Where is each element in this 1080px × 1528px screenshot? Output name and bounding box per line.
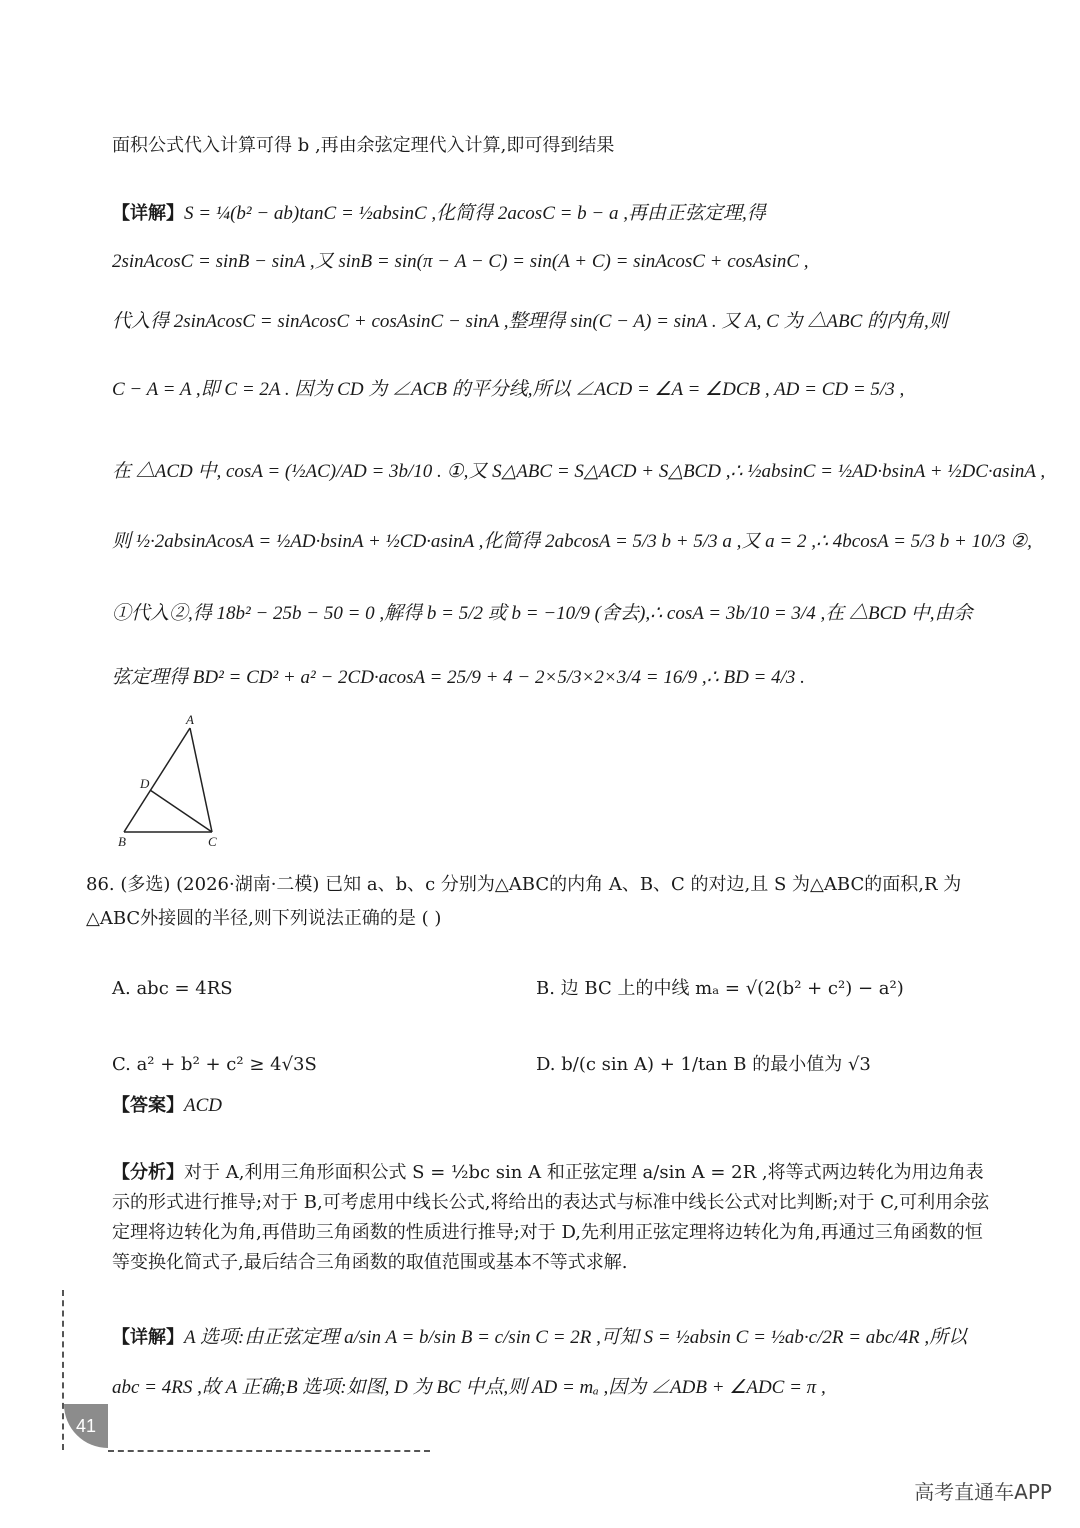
triangle-figure — [112, 712, 232, 852]
detail-tag-2: 【详解】 — [112, 1327, 184, 1348]
answer-value: ACD — [184, 1095, 222, 1116]
formula-line-4: 代入得 2sinAcosC = sinAcosC + cosAsinC − sinA ,整理得 sin(C − A) = sinA . 又 A, C 为 △ABC 的内角,则 — [112, 311, 948, 332]
vertex-c-label: C — [208, 834, 217, 849]
question-number: 86. — [86, 874, 115, 895]
segment-cd — [150, 790, 212, 832]
option-d: D. b/(c sin A) + 1/tan B 的最小值为 √3 — [536, 1054, 871, 1075]
page-border-vertical — [62, 1290, 64, 1450]
formula-line-2: S = ¼(b² − ab)tanC = ½absinC ,化简得 2acosC = b − a ,再由正弦定理,得 — [184, 203, 766, 224]
detail-a-text: A 选项:由正弦定理 a/sin A = b/sin B = c/sin C = 2R ,可知 S = ½absin C = ½ab·c/2R = abc/4R ,所以 — [184, 1327, 968, 1348]
formula-line-8: ①代入②,得 18b² − 25b − 50 = 0 ,解得 b = 5/2 或 b = −10/9 (舍去),∴ cosA = 3b/10 = 3/4 ,在 △BCD 中,由余 — [112, 603, 973, 624]
side-ac — [190, 728, 212, 832]
vertex-b-label: B — [118, 834, 126, 849]
detail-a-line-2: abc = 4RS ,故 A 正确;B 选项:如图, D 为 BC 中点,则 AD = mₐ ,因为 ∠ADB + ∠ADC = π , — [112, 1377, 826, 1398]
option-c: C. a² + b² + c² ≥ 4√3S — [112, 1054, 317, 1075]
analysis-block — [112, 1158, 1000, 1278]
question-text: (多选) (2026·湖南·二模) 已知 a、b、c 分别为△ABC的内角 A、B、C 的对边,且 S 为△ABC的面积,R 为△ABC外接圆的半径,则下列说法正确的是 ( ) — [86, 874, 962, 929]
formula-line-7: 则 ½·2absinAcosA = ½AD·bsinA + ½CD·asinA ,化简得 2abcosA = 5/3 b + 5/3 a ,又 a = 2 ,∴ 4bcosA = 5/3 b + 10/3 ②, — [112, 531, 1032, 552]
formula-line-9: 弦定理得 BD² = CD² + a² − 2CD·acosA = 25/9 + 4 − 2×5/3×2×3/4 = 16/9 ,∴ BD = 4/3 . — [112, 667, 805, 688]
option-b: B. 边 BC 上的中线 mₐ = √(2(b² + c²) − a²) — [536, 978, 904, 999]
analysis-text: 对于 A,利用三角形面积公式 S = ½bc sin A 和正弦定理 a/sin A = 2R ,将等式两边转化为用边角表示的形式进行推导;对于 B,可考虑用中线长公式,将给出的表达式与标准中线长公式对比判断;对于 C,可利用余弦定理将边转化为角,再借助三角函数的性质进行推导;对于 D,先利用正弦定理将边转化为角,再通过三角函数的恒等变换化简式子,最后结合三角函数的取值范围或基本不等式求解. — [112, 1162, 990, 1273]
vertex-a-label: A — [186, 712, 194, 727]
watermark: 高考直通车APP — [914, 1480, 1052, 1504]
option-a: A. abc = 4RS — [112, 978, 233, 999]
text-line-1: 面积公式代入计算可得 b ,再由余弦定理代入计算,即可得到结果 — [112, 135, 615, 156]
formula-line-3: 2sinAcosC = sinB − sinA ,又 sinB = sin(π − A − C) = sin(A + C) = sinAcosC + cosAsinC , — [112, 251, 809, 272]
page-border-horizontal — [108, 1450, 430, 1452]
detail-tag: 【详解】 — [112, 203, 184, 224]
analysis-tag: 【分析】 — [112, 1162, 184, 1183]
answer-tag: 【答案】 — [112, 1095, 184, 1116]
answer-line — [112, 1094, 222, 1118]
detail-a-line-1 — [112, 1326, 967, 1350]
question-86 — [86, 868, 1006, 936]
formula-line-5: C − A = A ,即 C = 2A . 因为 CD 为 ∠ACB 的平分线,所以 ∠ACD = ∠A = ∠DCB , AD = CD = 5/3 , — [112, 379, 905, 400]
vertex-d-label: D — [140, 776, 150, 791]
side-ab — [124, 728, 190, 832]
detail-line-2 — [112, 202, 766, 226]
page-number: 41 — [64, 1404, 108, 1448]
formula-line-6: 在 △ACD 中, cosA = (½AC)/AD = 3b/10 . ①,又 S△ABC = S△ACD + S△BCD ,∴ ½absinC = ½AD·bsinA + ½DC·asinA , — [112, 461, 1046, 482]
